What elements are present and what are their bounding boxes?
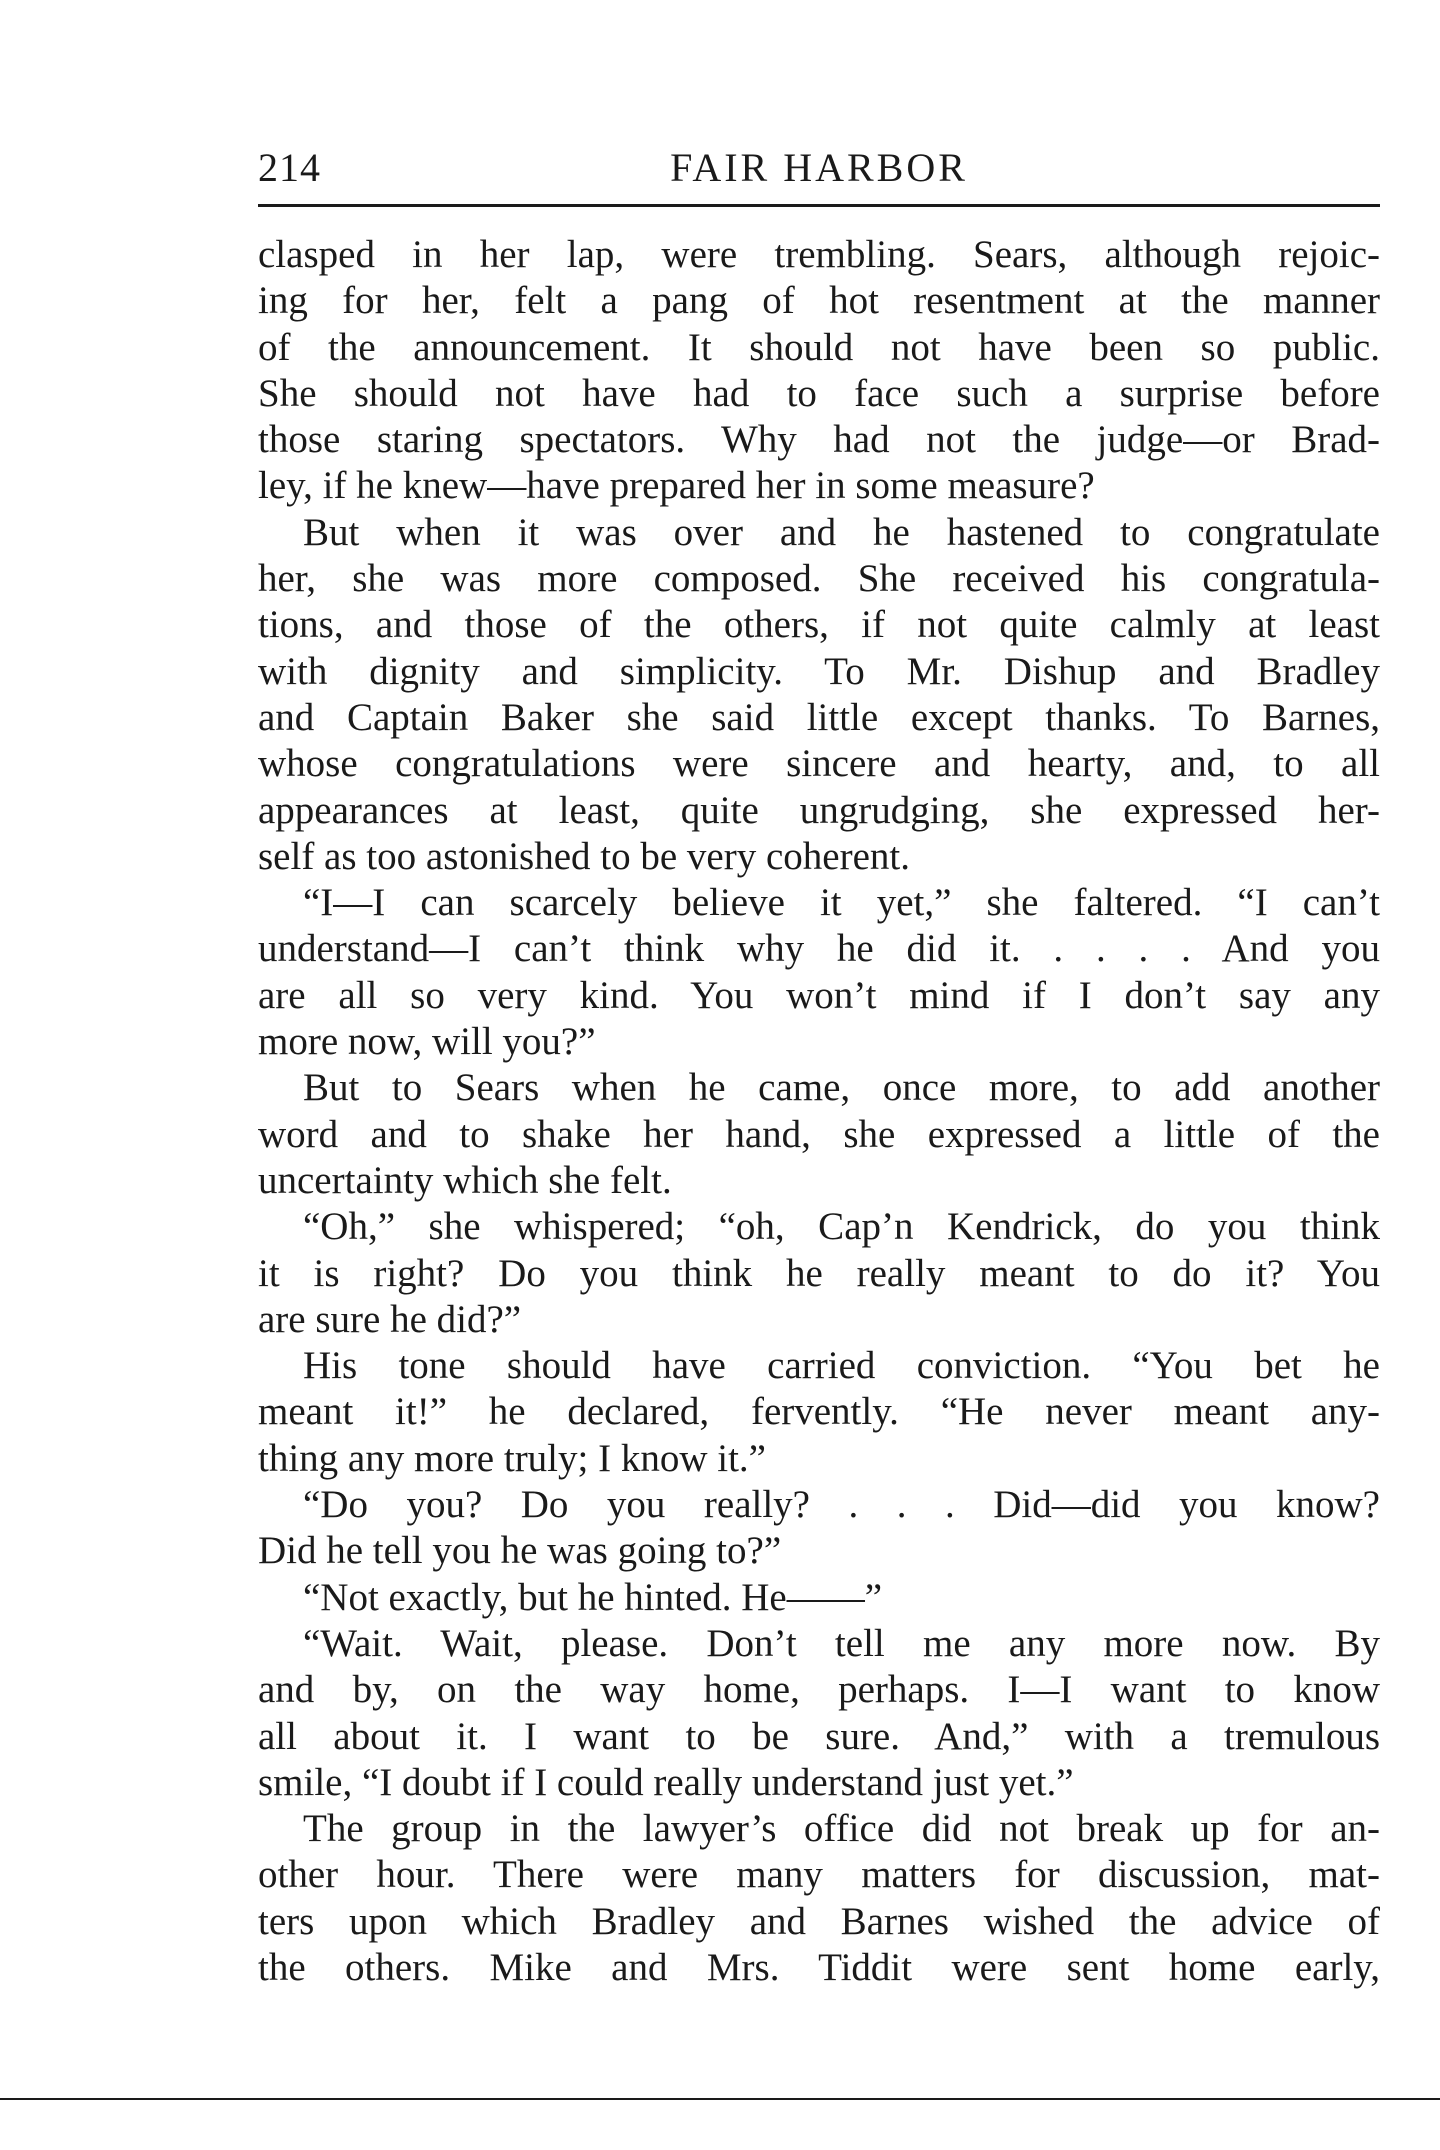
text-line: But when it was over and he hastened to congratulate [303,510,1380,554]
body-text [258,232,1380,1991]
text-line: it is right? Do you think he really meant to do it? You [258,1251,1380,1295]
text-line: word and to shake her hand, she expressed a little of the [258,1112,1380,1156]
text-line: tions, and those of the others, if not quite calmly at least [258,603,1380,647]
text-line: all about it. I want to be sure. And,” with a tremulous [258,1714,1380,1758]
text-line: and Captain Baker she said little except thanks. To Barnes, [258,695,1380,739]
text-line: understand—I can’t think why he did it. . . . . And you [258,927,1380,971]
text-line: clasped in her lap, were trembling. Sears, although rejoic- [258,233,1380,276]
text-line: “Not exactly, but he hinted. He——” [303,1575,883,1619]
text-line: smile, “I doubt if I could really understand just yet.” [258,1760,1074,1804]
header-rule [258,204,1380,207]
running-title: FAIR HARBOR [670,145,968,190]
text-line: self as too astonished to be very coherent. [258,834,910,878]
text-line: meant it!” he declared, fervently. “He never meant any- [258,1390,1380,1434]
text-line: are all so very kind. You won’t mind if I don’t say any [258,973,1380,1017]
page-number: 214 [258,145,321,190]
text-line: “Wait. Wait, please. Don’t tell me any more now. By [303,1621,1380,1665]
text-line: of the announcement. It should not have been so public. [258,325,1380,369]
text-line: thing any more truly; I know it.” [258,1436,766,1480]
text-line: “I—I can scarcely believe it yet,” she faltered. “I can’t [303,881,1380,925]
text-line: other hour. There were many matters for discussion, mat- [258,1853,1380,1897]
text-line: “Oh,” she whispered; “oh, Cap’n Kendrick, do you think [303,1205,1380,1249]
text-line: The group in the lawyer’s office did not break up for an- [303,1807,1380,1851]
text-line: ing for her, felt a pang of hot resentment at the manner [258,279,1380,323]
text-line: uncertainty which she felt. [258,1158,672,1202]
text-line: “Do you? Do you really? . . . Did—did you know? [303,1483,1380,1527]
running-head [258,142,1380,194]
text-line: Did he tell you he was going to?” [258,1529,782,1573]
text-line: But to Sears when he came, once more, to add another [303,1066,1380,1110]
text-line: with dignity and simplicity. To Mr. Dishup and Bradley [258,649,1380,693]
text-line: ley, if he knew—have prepared her in some measure? [258,464,1095,508]
text-line: She should not have had to face such a surprise before [258,371,1380,415]
text-line: her, she was more composed. She received his congratula- [258,557,1380,601]
text-line: and by, on the way home, perhaps. I—I want to know [258,1668,1380,1712]
text-line: appearances at least, quite ungrudging, she expressed her- [258,788,1380,832]
text-line: are sure he did?” [258,1297,522,1341]
text-line: whose congratulations were sincere and hearty, and, to all [258,742,1380,786]
text-line: the others. Mike and Mrs. Tiddit were sent home early, [258,1945,1380,1989]
text-line: those staring spectators. Why had not the judge—or Brad- [258,418,1380,462]
bottom-rule [0,2098,1440,2100]
text-line: His tone should have carried conviction. “You bet he [303,1344,1380,1388]
text-line: more now, will you?” [258,1020,596,1064]
text-line: ters upon which Bradley and Barnes wished the advice of [258,1899,1380,1943]
